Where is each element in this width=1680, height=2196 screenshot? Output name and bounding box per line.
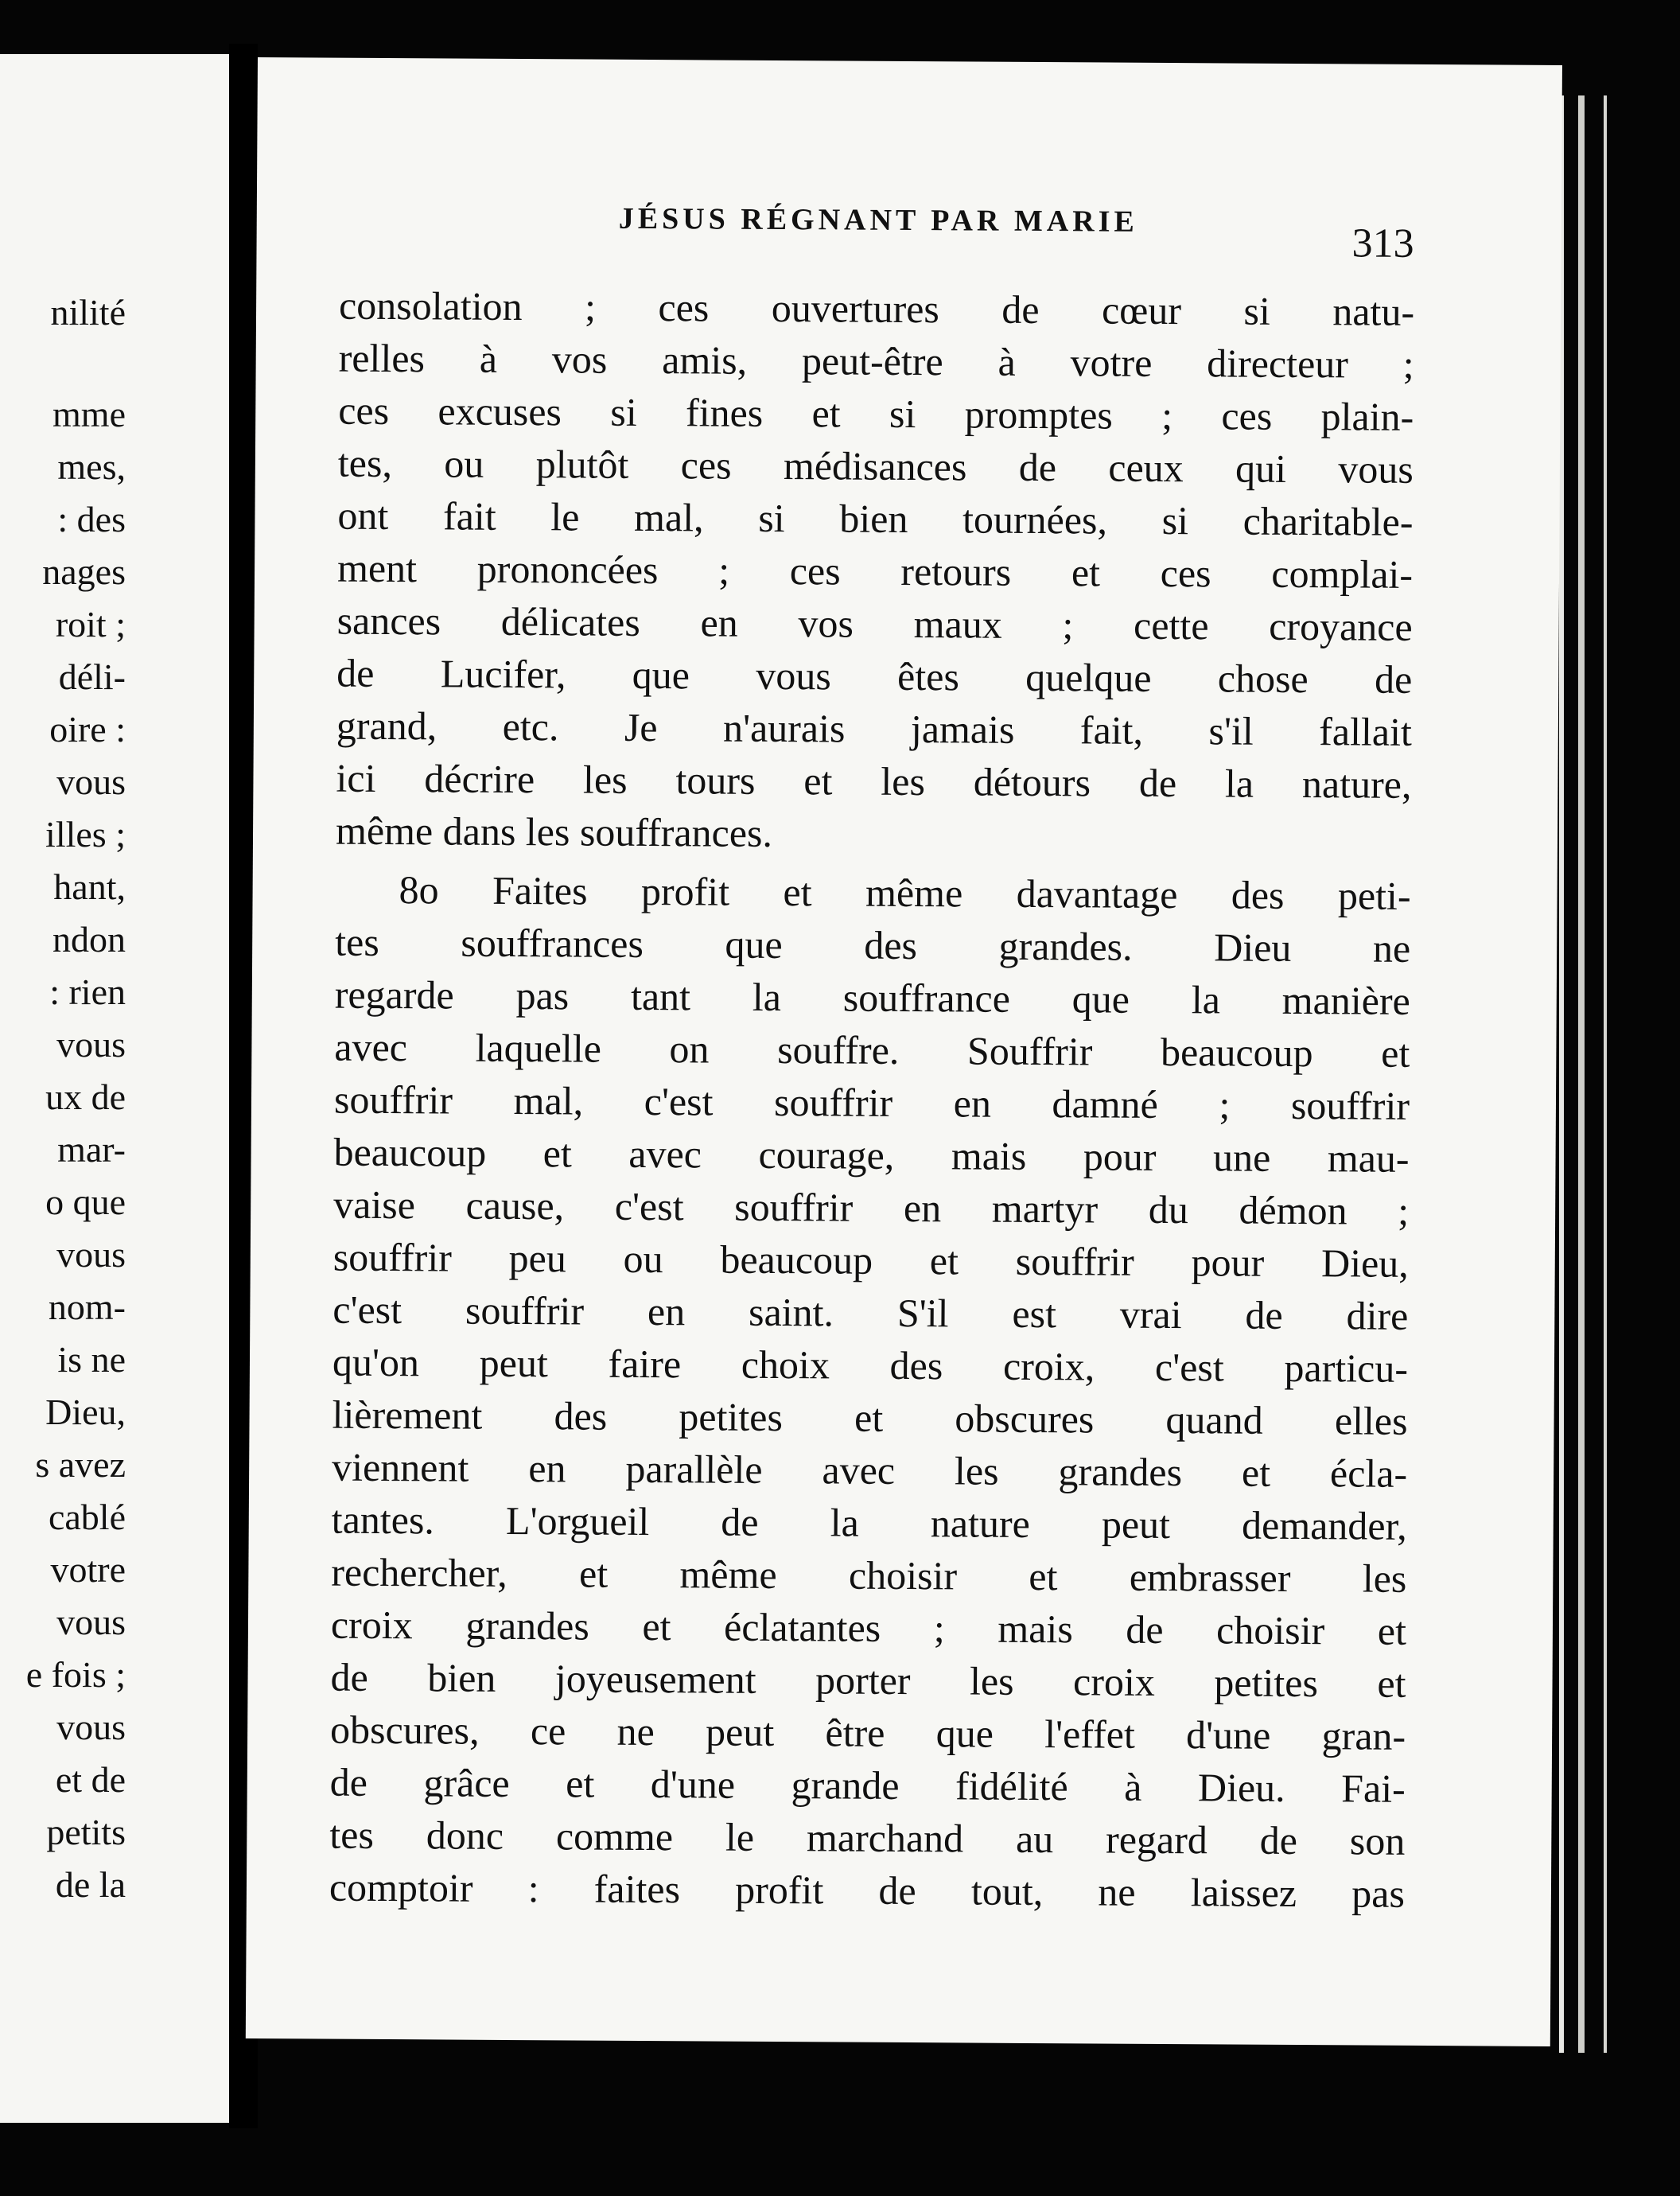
text-line: viennent en parallèle avec les grandes et écla- [332,1444,1408,1496]
left-page-fragment: s avez [35,1444,126,1485]
left-page-fragment: vous [56,1234,126,1275]
text-line: ont fait le mal, si bien tournées, si charitable- [337,493,1414,544]
text-line: relles à vos amis, peut-être à votre directeur ; [338,335,1414,387]
left-page-fragment: déli- [58,656,126,697]
text-line: ment prononcées ; ces retours et ces complai- [336,545,1414,597]
left-page-fragment: : des [57,499,126,539]
text-line: grand, etc. Je n'aurais jamais fait, s'il fallait [336,703,1413,754]
text-line: obscures, ce ne peut être que l'effet d'une gran- [329,1707,1406,1758]
left-page-fragment: de la [55,1864,126,1905]
page-edges [1559,95,1607,2053]
left-page-fragment: ux de [45,1077,126,1117]
left-page-fragment: o que [45,1182,126,1222]
left-page-fragment: nages [42,551,126,592]
left-page-fragment: oire : [49,709,126,750]
left-page-fragment: petits [46,1812,126,1852]
left-page-fragment: mes, [57,446,126,487]
text-line: ces excuses si fines et si promptes ; ces plain- [338,387,1414,439]
left-page-fragment: vous [56,1707,126,1747]
text-line: avec laquelle on souffre. Souffrir beaucoup et [334,1024,1410,1076]
left-page-fragment: mme [52,394,126,434]
text-line: ici décrire les tours et les détours de la nature, [336,755,1412,807]
left-page-fragment: mar- [57,1129,126,1170]
left-page-fragment: hant, [53,866,126,907]
text-line: sances délicates en vos maux ; cette croyance [336,598,1413,649]
text-line: tes donc comme le marchand au regard de son [329,1812,1406,1863]
text-line: regarde pas tant la souffrance que la manière [334,971,1410,1023]
left-page-fragment: ndon [52,919,126,960]
left-page-fragment: Dieu, [45,1392,126,1432]
text-line: de Lucifer, que vous êtes quelque chose de [336,650,1413,702]
right-page [246,57,1562,2046]
text-line: de grâce et d'une grande fidélité à Dieu. Fai- [329,1759,1406,1811]
left-page-fragment: cablé [48,1497,126,1537]
left-page-fragment: votre [50,1549,126,1590]
left-page-fragment: e fois ; [25,1654,126,1695]
text-line: beaucoup et avec courage, mais pour une mau- [333,1129,1410,1181]
left-page-fragment: vous [56,1024,126,1065]
left-page-fragment: vous [56,1602,126,1642]
text-line: c'est souffrir en saint. S'il est vrai de dire [332,1287,1409,1338]
left-page-fragment: is ne [57,1339,126,1380]
text-line: comptoir : faites profit de tout, ne laissez pas [329,1864,1406,1916]
text-line: rechercher, et même choisir et embrasser les [331,1549,1407,1601]
running-head: JÉSUS RÉGNANT PAR MARIE [618,201,1138,239]
text-line: lièrement des petites et obscures quand elles [332,1392,1408,1443]
text-line: croix grandes et éclatantes ; mais de choisir et [330,1602,1407,1653]
text-line: vaise cause, c'est souffrir en martyr du démon ; [333,1182,1410,1233]
left-page-fragment: vous [56,761,126,802]
left-page-fragment: roit ; [55,604,126,644]
left-page-fragment: et de [55,1759,126,1800]
left-page-fragment: : rien [49,971,126,1012]
page-number: 313 [1351,220,1414,267]
text-line: de bien joyeusement porter les croix petites et [330,1654,1406,1706]
left-page-fragment: illes ; [45,814,126,855]
text-line: tes souffrances que des grandes. Dieu ne [335,919,1411,971]
text-line: même dans les souffrances. [335,808,773,855]
text-line: souffrir peu ou beaucoup et souffrir pour Dieu, [332,1234,1409,1286]
text-line: tes, ou plutôt ces médisances de ceux qui vous [337,440,1414,492]
text-line: souffrir mal, c'est souffrir en damné ; souffrir [333,1077,1410,1128]
left-page-fragment: nom- [48,1287,126,1327]
text-line: consolation ; ces ouvertures de cœur si natu- [338,282,1415,334]
left-page-fragment: nilité [50,292,126,333]
left-page [0,54,229,2123]
text-line: tantes. L'orgueil de la nature peut demander, [331,1497,1407,1548]
text-line: 8o Faites profit et même davantage des peti- [399,867,1411,918]
text-line: qu'on peut faire choix des croix, c'est particu- [332,1339,1409,1391]
